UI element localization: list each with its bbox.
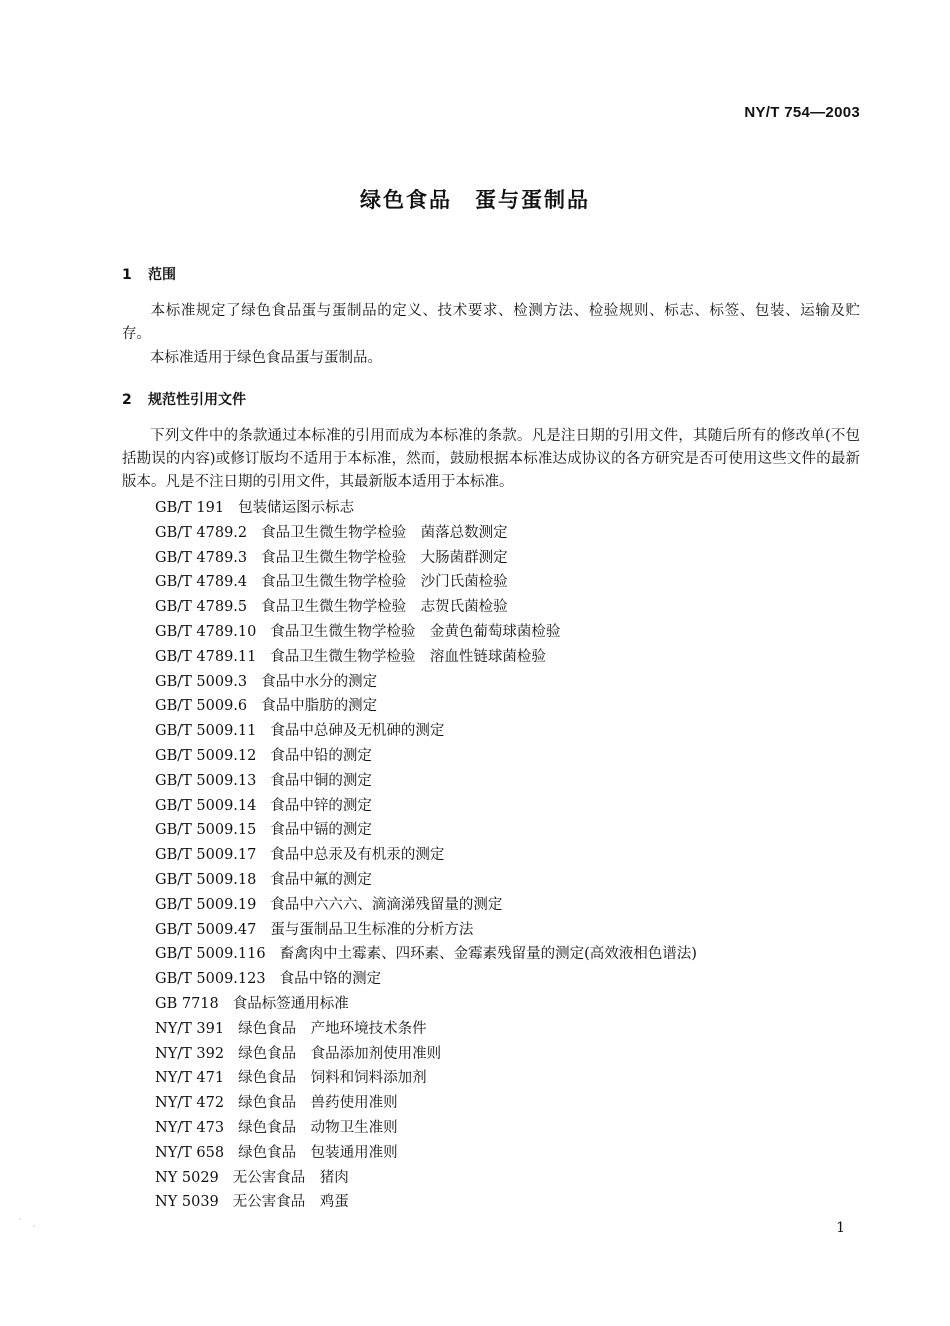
- reference-item: [155, 521, 697, 546]
- reference-name: 食品中水分的测定: [261, 673, 378, 690]
- scan-speck: ˙ ˏ: [18, 1218, 40, 1227]
- reference-name: 食品中总汞及有机汞的测定: [270, 847, 445, 864]
- reference-name: 食品中总砷及无机砷的测定: [270, 723, 445, 740]
- reference-item: [155, 868, 697, 893]
- reference-name: 无公害食品 猪肉: [232, 1169, 349, 1186]
- reference-item: [155, 967, 697, 992]
- reference-name: 绿色食品 动物卫生准则: [238, 1119, 398, 1136]
- reference-code: NY/T 472: [155, 1095, 225, 1112]
- section-1-paragraph-2: [122, 347, 860, 370]
- reference-code: GB/T 5009.17: [155, 847, 257, 864]
- reference-item: [155, 1066, 697, 1091]
- reference-item: [155, 719, 697, 744]
- reference-name: 食品中六六六、滴滴涕残留量的测定: [270, 896, 503, 913]
- reference-item: [155, 1017, 697, 1042]
- reference-name: 食品卫生微生物学检验 志贺氏菌检验: [261, 599, 508, 616]
- reference-name: 无公害食品 鸡蛋: [232, 1194, 349, 1211]
- reference-name: 食品中锌的测定: [270, 797, 372, 814]
- section-2-paragraph-1: [122, 425, 860, 494]
- reference-name: 绿色食品 食品添加剂使用准则: [238, 1045, 442, 1062]
- reference-name: 食品卫生微生物学检验 溶血性链球菌检验: [270, 648, 546, 665]
- reference-name: 食品中铅的测定: [270, 747, 372, 764]
- reference-name: 食品中铜的测定: [270, 772, 372, 789]
- reference-name: 食品卫生微生物学检验 沙门氏菌检验: [261, 574, 508, 591]
- reference-code: NY/T 473: [155, 1119, 225, 1136]
- reference-code: GB/T 4789.2: [155, 524, 248, 541]
- reference-item: [155, 744, 697, 769]
- reference-item: [155, 496, 697, 521]
- section-1-heading: [122, 264, 176, 284]
- reference-item: [155, 1116, 697, 1141]
- reference-code: NY/T 392: [155, 1045, 225, 1062]
- reference-list: [155, 496, 697, 1215]
- reference-code: GB/T 5009.11: [155, 723, 257, 740]
- reference-code: GB/T 4789.5: [155, 599, 248, 616]
- section-2-heading: [122, 389, 246, 409]
- section-title: 规范性引用文件: [148, 392, 246, 408]
- reference-code: GB/T 5009.123: [155, 971, 266, 988]
- reference-name: 食品中镉的测定: [270, 822, 372, 839]
- reference-item: [155, 570, 697, 595]
- reference-code: GB/T 5009.19: [155, 896, 257, 913]
- section-number: 2: [122, 392, 132, 408]
- reference-item: [155, 818, 697, 843]
- document-title: 绿色食品 蛋与蛋制品: [360, 188, 590, 212]
- reference-code: GB/T 5009.15: [155, 822, 257, 839]
- reference-item: [155, 546, 697, 571]
- reference-code: GB/T 5009.18: [155, 871, 257, 888]
- paragraph-text: 下列文件中的条款通过本标准的引用而成为本标准的条款。凡是注日期的引用文件，其随后所有的修改单(不包括勘误的内容)或修订版均不适用于本标准，然而，鼓励根据本标准达成协议的各方研究是否可使用这些文件的最新版本。凡是不注日期的引用文件，其最新版本适用于本标准。: [122, 428, 860, 490]
- reference-code: GB/T 4789.11: [155, 648, 257, 665]
- reference-name: 畜禽肉中土霉素、四环素、金霉素残留量的测定(高效液相色谱法): [279, 946, 697, 963]
- reference-item: [155, 769, 697, 794]
- reference-item: [155, 992, 697, 1017]
- reference-code: GB/T 5009.116: [155, 946, 266, 963]
- reference-name: 绿色食品 兽药使用准则: [238, 1095, 398, 1112]
- reference-name: 食品卫生微生物学检验 菌落总数测定: [261, 524, 508, 541]
- reference-code: GB/T 4789.10: [155, 623, 257, 640]
- reference-item: [155, 843, 697, 868]
- section-1-paragraph-1: [122, 300, 860, 346]
- reference-item: [155, 918, 697, 943]
- reference-item: [155, 694, 697, 719]
- section-title: 范围: [148, 267, 176, 283]
- reference-name: 食品卫生微生物学检验 大肠菌群测定: [261, 549, 508, 566]
- reference-code: GB/T 5009.3: [155, 673, 248, 690]
- reference-name: 食品标签通用标准: [232, 995, 349, 1012]
- reference-code: GB/T 5009.13: [155, 772, 257, 789]
- paragraph-text: 本标准适用于绿色食品蛋与蛋制品。: [150, 350, 382, 366]
- reference-name: 食品中铬的测定: [279, 971, 382, 988]
- paragraph-text: 本标准规定了绿色食品蛋与蛋制品的定义、技术要求、检测方法、检验规则、标志、标签、包装、运输及贮存。: [122, 303, 860, 342]
- reference-item: [155, 1042, 697, 1067]
- reference-item: [155, 620, 697, 645]
- standard-number: NY/T 754—2003: [744, 104, 860, 121]
- reference-name: 食品卫生微生物学检验 金黄色葡萄球菌检验: [270, 623, 561, 640]
- reference-code: GB/T 4789.4: [155, 574, 248, 591]
- page-number: 1: [836, 1220, 845, 1236]
- reference-name: 食品中脂肪的测定: [261, 698, 378, 715]
- reference-item: [155, 1190, 697, 1215]
- reference-item: [155, 595, 697, 620]
- reference-item: [155, 645, 697, 670]
- reference-code: NY 5029: [155, 1169, 219, 1186]
- section-number: 1: [122, 267, 132, 283]
- reference-item: [155, 670, 697, 695]
- reference-name: 绿色食品 包装通用准则: [238, 1144, 398, 1161]
- reference-name: 绿色食品 产地环境技术条件: [238, 1020, 427, 1037]
- reference-code: NY/T 471: [155, 1070, 225, 1087]
- reference-code: NY/T 658: [155, 1144, 225, 1161]
- reference-code: NY/T 391: [155, 1020, 225, 1037]
- reference-name: 包装储运图示标志: [238, 500, 355, 516]
- reference-item: [155, 794, 697, 819]
- reference-code: GB/T 5009.14: [155, 797, 257, 814]
- reference-name: 绿色食品 饲料和饲料添加剂: [238, 1070, 427, 1087]
- reference-name: 食品中氟的测定: [270, 871, 372, 888]
- reference-code: GB/T 191: [155, 500, 225, 516]
- reference-item: [155, 893, 697, 918]
- reference-code: GB 7718: [155, 995, 219, 1012]
- reference-code: GB/T 5009.47: [155, 921, 257, 938]
- reference-code: GB/T 5009.12: [155, 747, 257, 764]
- reference-item: [155, 1141, 697, 1166]
- reference-name: 蛋与蛋制品卫生标准的分析方法: [270, 921, 474, 938]
- reference-item: [155, 1166, 697, 1191]
- reference-code: GB/T 5009.6: [155, 698, 248, 715]
- reference-code: GB/T 4789.3: [155, 549, 248, 566]
- reference-item: [155, 1091, 697, 1116]
- reference-item: [155, 942, 697, 967]
- reference-code: NY 5039: [155, 1194, 219, 1211]
